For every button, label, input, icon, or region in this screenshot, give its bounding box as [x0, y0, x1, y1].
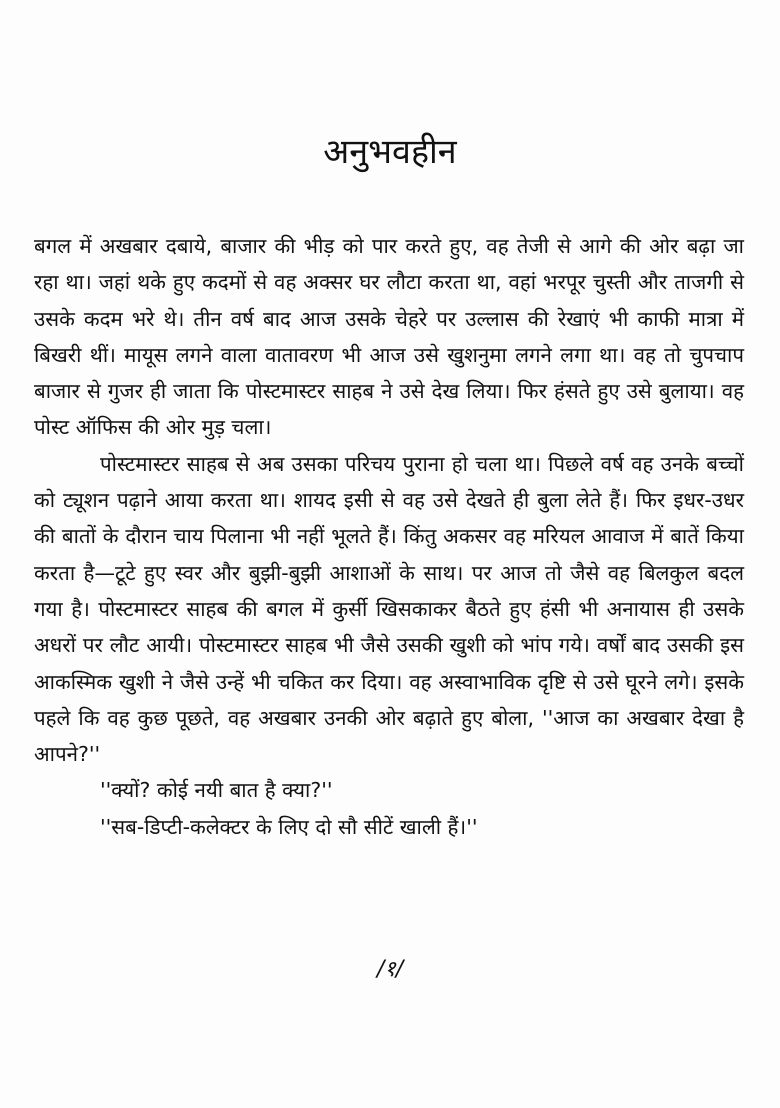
dialogue-line-1: ''क्यों? कोई नयी बात है क्या?'' [100, 778, 333, 803]
paragraph-1: बगल में अखबार दबाये, बाजार की भीड़ को पार करते हुए, वह तेजी से आगे की ओर बढ़ा जा रहा था। जहां थके हुए कदमों से वह अक्सर घर लौटा करता था, वहां भरपूर चुस्ती और ताजगी से उसके कदम भरे थे। तीन वर्ष बाद आज उसके चेहरे पर उल्लास की रेखाएं भी काफी मात्रा में बिखरी थीं। मायूस लगने वाला वातावरण भी आज उसे खुशनुमा लगने लगा था। वह तो चुपचाप बाजार से गुजर ही जाता कि पोस्टमास्टर साहब ने उसे देख लिया। फिर हंसते हुए उसे बुलाया। वह पोस्ट ऑफिस की ओर मुड़ चला। [34, 234, 744, 440]
dialogue-line-2: ''सब-डिप्टी-कलेक्टर के लिए दो सौ सीटें खाली हैं।'' [100, 814, 478, 839]
story-body [34, 228, 744, 845]
page-title: अनुभवहीन [323, 132, 457, 172]
paragraph-2: पोस्टमास्टर साहब से अब उसका परिचय पुराना हो चला था। पिछले वर्ष वह उनके बच्चों को ट्यूशन पढ़ाने आया करता था। शायद इसी से वह उसे देखते ही बुला लेते हैं। फिर इधर-उधर की बातों के दौरान चाय पिलाना भी नहीं भूलते हैं। किंतु अकसर वह मरियल आवाज में बातें किया करता है—टूटे हुए स्वर और बुझी-बुझी आशाओं के साथ। पर आज तो जैसे वह बिलकुल बदल गया है। पोस्टमास्टर साहब की बगल में कुर्सी खिसकाकर बैठते हुए हंसी भी अनायास ही उसके अधरों पर लौट आयी। पोस्टमास्टर साहब भी जैसे उसकी खुशी को भांप गये। वर्षों बाद उसकी इस आकस्मिक खुशी ने जैसे उन्हें भी चकित कर दिया। वह अस्वाभाविक दृष्टि से उसे घूरने लगे। इसके पहले कि वह कुछ पूछते, वह अखबार उनकी ओर बढ़ाते हुए बोला, ''आज का अखबार देखा है आपने?'' [34, 451, 744, 767]
page-number: /१/ [376, 957, 404, 982]
